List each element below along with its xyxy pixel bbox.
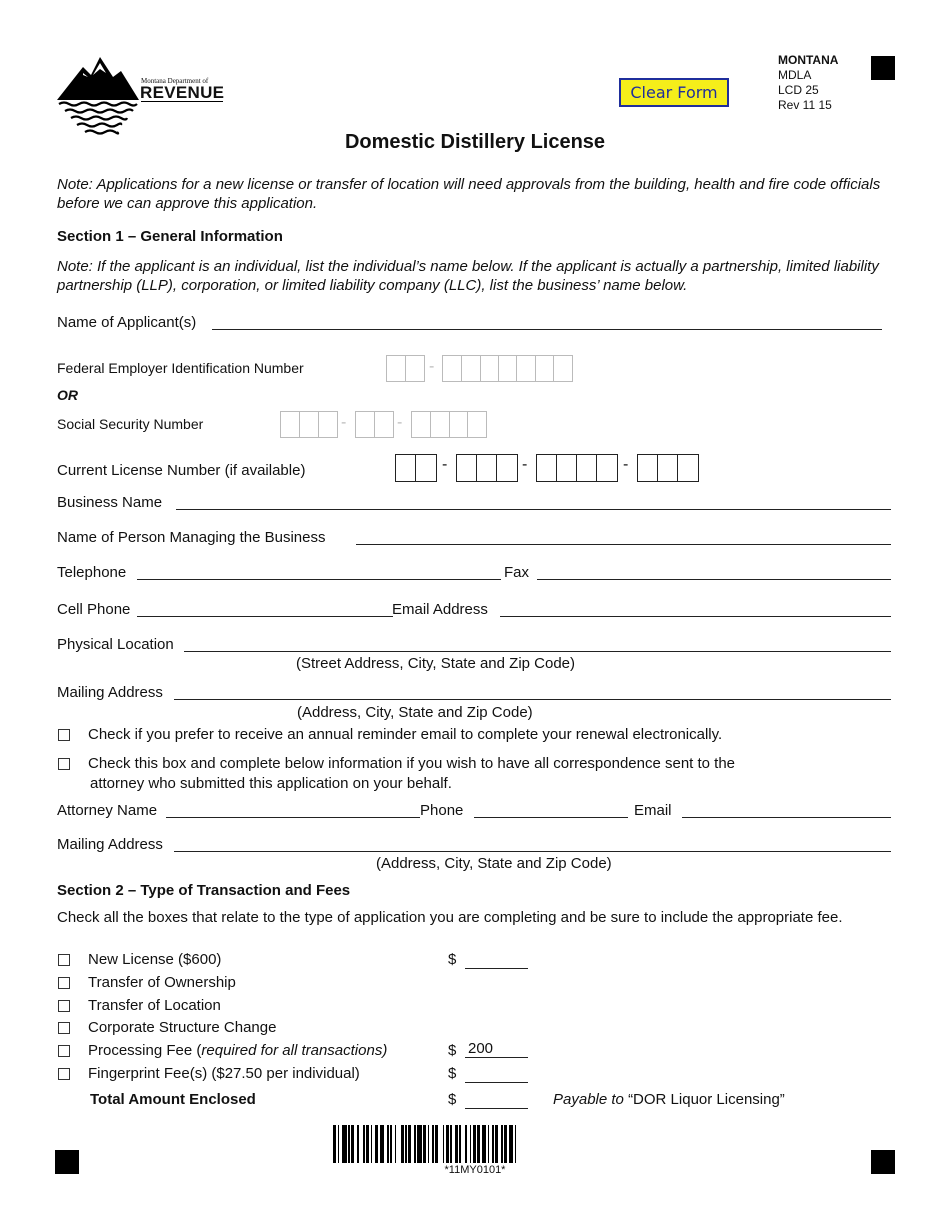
total-amount-field[interactable] [465,1092,528,1109]
barcode-bar [450,1125,452,1163]
barcode-bar [371,1125,373,1163]
barcode-bar [482,1125,487,1163]
barcode-bar [492,1125,494,1163]
license-separator-1: - [442,456,448,473]
license-separator-2: - [522,456,528,473]
barcode-bar [515,1125,517,1163]
barcode-bar [366,1125,369,1163]
barcode-bar [348,1125,350,1163]
license-part2-input[interactable] [456,454,518,482]
applicant-label: Name of Applicant(s) [57,314,197,331]
license-number-label: Current License Number (if available) [57,462,306,479]
manager-name-field[interactable] [356,529,891,545]
telephone-label: Telephone [57,564,127,581]
barcode-bar [357,1125,359,1163]
new-license-checkbox[interactable] [58,954,70,966]
logo-rule [141,101,223,102]
business-name-label: Business Name [57,494,163,511]
clear-form-button[interactable]: Clear Form [619,78,729,107]
physical-location-hint: (Street Address, City, State and Zip Code) [296,655,576,672]
business-name-field[interactable] [176,494,891,510]
attorney-check-label-line1: Check this box and complete below information if you wish to have all correspondence sent to the [88,755,736,772]
attorney-name-label: Attorney Name [57,802,158,819]
mailing-address-label: Mailing Address [57,684,163,701]
fingerprint-fee-amount-field[interactable] [465,1066,528,1083]
fein-separator: - [429,358,435,375]
reminder-email-label: Check if you prefer to receive an annual reminder email to complete your renewal electronically. [88,726,723,743]
physical-location-field[interactable] [184,636,891,652]
barcode-bar [387,1125,389,1163]
intro-note: Note: Applications for a new license or transfer of location will need approvals from the building, health and fire code officials before we can approve this application. [57,176,881,212]
barcode-bar [395,1125,397,1163]
new-license-label: New License ($600) [88,951,222,968]
section-2-heading: Section 2 – Type of Transaction and Fees [57,882,351,899]
manager-label: Name of Person Managing the Business [57,529,326,546]
barcode-bar [470,1125,472,1163]
barcode-bar [363,1125,365,1163]
license-part1-input[interactable] [395,454,437,482]
barcode-bar [333,1125,336,1163]
corporate-structure-label: Corporate Structure Change [88,1019,277,1036]
barcode-bar [405,1125,407,1163]
processing-fee-dollar: $ [448,1042,457,1059]
fax-label: Fax [504,564,530,581]
section-1-heading: Section 1 – General Information [57,228,283,245]
transfer-location-checkbox[interactable] [58,1000,70,1012]
ssn-part2-input[interactable] [355,411,394,438]
barcode-bar [495,1125,498,1163]
barcode-bar [446,1125,449,1163]
barcode-bar [414,1125,416,1163]
physical-location-label: Physical Location [57,636,174,653]
mailing-address-hint: (Address, City, State and Zip Code) [297,704,533,721]
barcode-bar [417,1125,422,1163]
barcode-bar [338,1125,340,1163]
logo-small-text: Montana Department of [141,77,209,85]
barcode-bar [408,1125,411,1163]
barcode-bar [501,1125,503,1163]
email-field[interactable] [500,601,891,617]
processing-fee-checkbox[interactable] [58,1045,70,1057]
barcode-bar [443,1125,445,1163]
cell-phone-label: Cell Phone [57,601,131,618]
form-code: LCD 25 [778,83,819,97]
processing-fee-amount-field[interactable]: 200 [465,1041,528,1058]
transfer-location-label: Transfer of Location [88,997,221,1014]
telephone-field[interactable] [137,564,501,580]
barcode-text: *11MY0101* [444,1164,506,1176]
ssn-part1-input[interactable] [280,411,338,438]
barcode-bar [459,1125,461,1163]
corporate-structure-checkbox[interactable] [58,1022,70,1034]
attorney-mailing-hint: (Address, City, State and Zip Code) [376,855,612,872]
form-state: MONTANA [778,53,839,67]
page-title: Domestic Distillery License [344,131,606,153]
attorney-email-field[interactable] [682,802,891,818]
payable-to-value: “DOR Liquor Licensing” [628,1091,785,1108]
processing-fee-label [88,1042,387,1059]
form-identifier [778,53,838,113]
barcode-bar [455,1125,458,1163]
cell-phone-field[interactable] [137,601,393,617]
attorney-check-label-line2: attorney who submitted this application on your behalf. [90,775,452,792]
fein-part1-input[interactable] [386,355,425,382]
registration-mark-top-right [871,56,895,80]
fingerprint-fee-label: Fingerprint Fee(s) ($27.50 per individual) [88,1065,360,1082]
license-part3-input[interactable] [536,454,618,482]
new-license-dollar: $ [448,951,457,968]
department-logo [55,55,230,135]
barcode-bar [428,1125,430,1163]
barcode-bar [509,1125,514,1163]
barcode-bar [435,1125,438,1163]
form-barcode [333,1125,618,1163]
or-label: OR [57,387,78,403]
fein-part2-input[interactable] [442,355,573,382]
ssn-part3-input[interactable] [411,411,487,438]
attorney-mailing-label: Mailing Address [57,836,163,853]
fingerprint-fee-dollar: $ [448,1065,457,1082]
payable-to [553,1091,785,1108]
payable-to-label: Payable to [553,1091,624,1108]
attorney-phone-label: Phone [420,802,464,819]
applicant-name-field[interactable] [212,314,882,330]
mailing-address-field[interactable] [174,684,891,700]
email-label: Email Address [392,601,488,618]
fingerprint-fee-checkbox[interactable] [58,1068,70,1080]
barcode-bar [477,1125,480,1163]
barcode-bar [401,1125,404,1163]
ssn-separator-1: - [341,414,347,431]
attorney-name-field[interactable] [166,802,420,818]
barcode-bar [432,1125,434,1163]
barcode-bar [351,1125,354,1163]
form-revision: Rev 11 15 [778,98,832,112]
fein-label: Federal Employer Identification Number [57,360,304,376]
total-amount-dollar: $ [448,1091,457,1108]
attorney-checkbox[interactable] [58,758,70,770]
barcode-bar [504,1125,507,1163]
attorney-phone-field[interactable] [474,802,628,818]
reminder-email-checkbox[interactable] [58,729,70,741]
barcode-bar [342,1125,347,1163]
processing-fee-label-main: Processing Fee ( [88,1042,202,1059]
ssn-label: Social Security Number [57,416,204,432]
total-amount-label: Total Amount Enclosed [90,1091,256,1108]
transfer-ownership-checkbox[interactable] [58,977,70,989]
fax-field[interactable] [537,564,891,580]
barcode-bar [380,1125,385,1163]
license-separator-3: - [623,456,629,473]
barcode-bar [488,1125,490,1163]
barcode-bar [465,1125,467,1163]
barcode-bar [423,1125,426,1163]
transfer-ownership-label: Transfer of Ownership [88,974,236,991]
new-license-amount-field[interactable] [465,952,528,969]
license-part4-input[interactable] [637,454,699,482]
barcode-bar [390,1125,392,1163]
barcode-bar [473,1125,476,1163]
form-agency: MDLA [778,68,812,82]
section-2-instruction: Check all the boxes that relate to the type of application you are completing and be sure to include the appropriate fee. [57,909,843,926]
attorney-email-label: Email [634,802,672,819]
ssn-separator-2: - [397,414,403,431]
logo-revenue-text: REVENUE [140,83,225,102]
barcode-bar [375,1125,378,1163]
attorney-mailing-field[interactable] [174,836,891,852]
section-1-note: Note: If the applicant is an individual, list the individual’s name below. If the applicant is actually a partnership, limited liability partnership (LLP), corporation, or limited liability company (LLC), list the business’ name below. [57,258,879,294]
processing-fee-label-italic: required for all transactions) [201,1042,388,1059]
